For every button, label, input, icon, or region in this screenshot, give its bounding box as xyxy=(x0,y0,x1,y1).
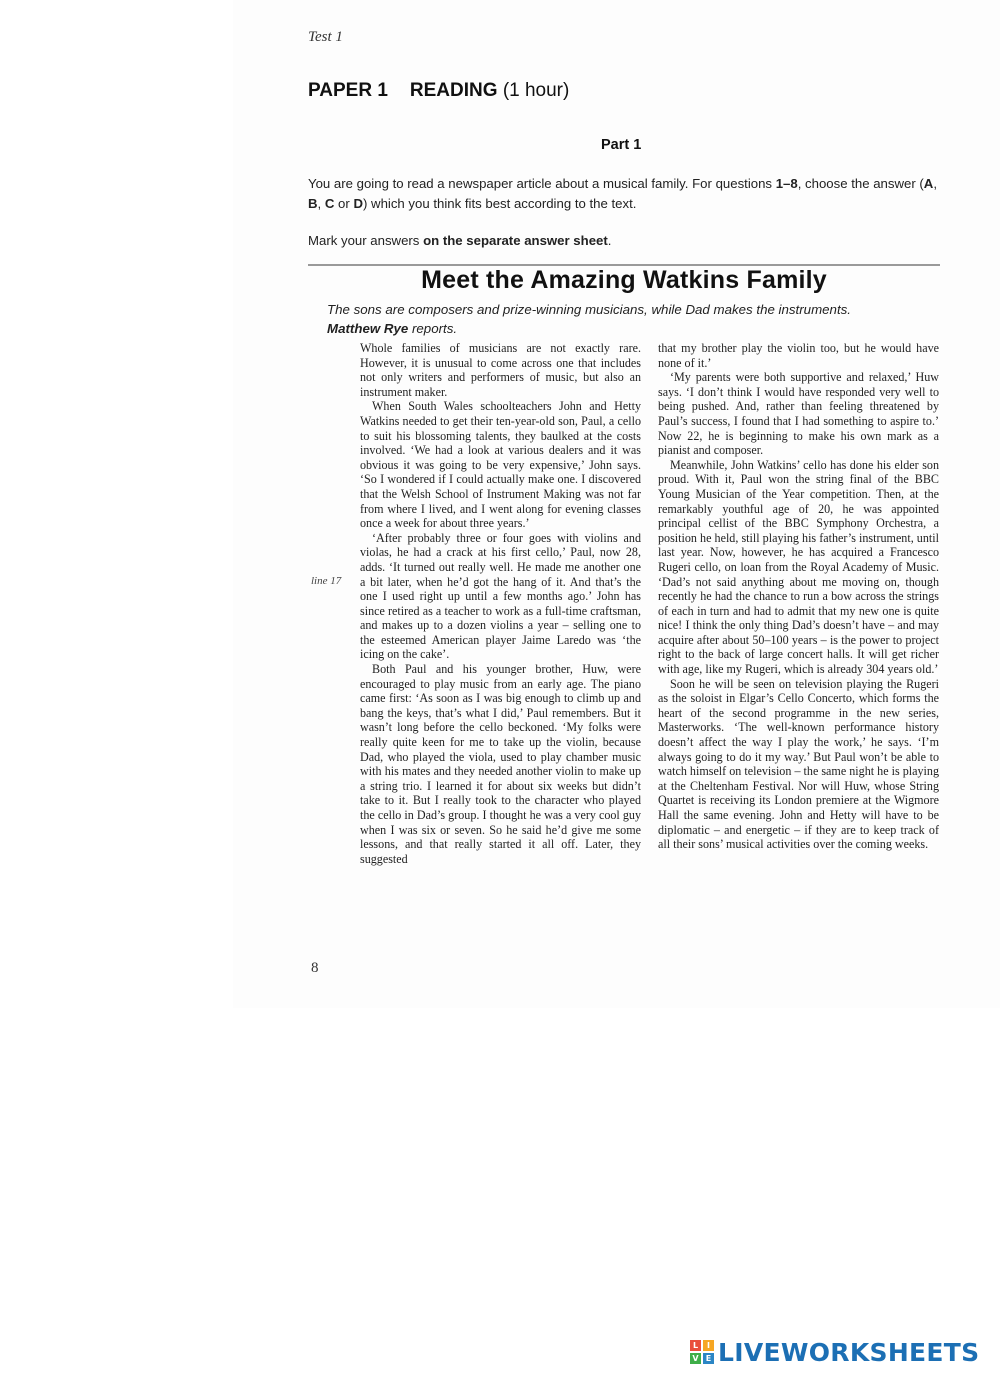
running-head: Test 1 xyxy=(308,29,343,45)
logo-mark-letter: I xyxy=(703,1340,714,1351)
standfirst-text: The sons are composers and prize-winning musicians, while Dad makes the instruments. xyxy=(327,302,851,317)
answer-sheet-instruction xyxy=(308,231,942,251)
line-marker: line 17 xyxy=(311,575,342,587)
logo-mark-letter: V xyxy=(690,1353,701,1364)
instruction-text: . xyxy=(607,233,612,248)
article-paragraph: When South Wales schoolteachers John and Hetty Watkins needed to get their ten-year-old son, Paul, a cello to suit his blossoming talents, they baulked at the costs involved. ‘We had a look at various dealers and it was obvious it was going to be very expensive,’ John says. ‘So I wondered if I could actually make one. I discovered that the Welsh School of Instrument Making was not far from where I lived, and I went along for evening classes once a week for about three years.’ xyxy=(360,399,641,531)
paper-label: PAPER 1 xyxy=(308,80,388,101)
option-a: A xyxy=(923,176,934,191)
article-paragraph: ‘My parents were both supportive and relaxed,’ Huw says. ‘I don’t think I would have responded very well to being pushed. And, rather than feeling threatened by Paul’s success, I found that I had something to aspire to.’ Now 22, he is beginning to make his own mark as a pianist and composer. xyxy=(658,370,939,458)
byline-suffix: reports. xyxy=(408,321,458,336)
option-b: B xyxy=(308,195,318,211)
article-paragraph: Both Paul and his younger brother, Huw, were encouraged to play music from an early age. The piano came first: ‘As soon as I was big enough to climb up and bang the keys, that’s what I did,’ Paul remembers. But it wasn’t long before the cello beckoned. ‘My folks were really quite keen for me to take up the violin, because Dad, who played the viola, used to play chamber music with his mates and they needed another violin to make up a string trio. I learned it for about six weeks but didn’t take to it. But I really took to the character who played the cello in Dad’s group. I thought he was a very cool guy when I was six or seven. So he said he’d give me some lessons, and that really started it all off. Later, they suggested xyxy=(360,662,641,866)
article-column-left xyxy=(360,341,641,866)
instruction-text: ) which you think fits best according to the text. xyxy=(362,195,637,211)
instruction-text: , choose the answer ( xyxy=(797,176,924,191)
liveworksheets-logo-icon xyxy=(690,1340,714,1364)
answer-sheet-emphasis: on the separate answer sheet xyxy=(423,233,608,248)
task-instructions xyxy=(308,174,942,213)
article-standfirst xyxy=(327,300,927,338)
article-headline: Meet the Amazing Watkins Family xyxy=(421,266,827,294)
part-heading: Part 1 xyxy=(601,137,642,153)
section-label: READING xyxy=(409,80,498,101)
liveworksheets-logo xyxy=(690,1337,979,1367)
duration: (1 hour) xyxy=(502,80,570,101)
option-d: D xyxy=(353,195,363,211)
article-paragraph: Whole families of musicians are not exactly rare. However, it is unusual to come across one that includes not only writers and performers of music, but also an instrument maker. xyxy=(360,341,641,399)
article-paragraph: that my brother play the violin too, but he would have none of it.’ xyxy=(658,341,939,370)
instruction-text: Mark your answers xyxy=(308,233,424,248)
separator: or xyxy=(334,195,354,211)
question-range: 1–8 xyxy=(775,176,798,191)
liveworksheets-wordmark: LIVEWORKSHEETS xyxy=(718,1337,980,1367)
separator: , xyxy=(317,195,325,211)
article-column-right xyxy=(658,341,939,852)
article-paragraph: ‘After probably three or four goes with violins and violas, he had a crack at his first cello,’ Paul, now 28, adds. ‘It turned out really well. He made me another one a bit later, when he’d got the hang of it. And that’s the one I used right up until a few months ago.’ John has since retired as a teacher to work as a full-time craftsman, and makes up to a dozen violins a year – selling one to the esteemed American player Jaime Laredo was ‘the icing on the cake’. xyxy=(360,530,641,662)
article-paragraph: Soon he will be seen on television playing the Rugeri as the soloist in Elgar’s Cello Concerto, which forms the heart of the second programme in the new series, Masterworks. ‘The well-known performance history doesn’t affect the way I play the work,’ he says. ‘I’m always going to do it my way.’ But Paul won’t be able to watch himself on television – the same night he is playing at the Cheltenham Festival. Nor will Huw, whose String Quartet is receiving its London premiere at the Wigmore Hall the same evening. John and Hetty will have to be diplomatic – and energetic – if they are to keep track of all their sons’ musical activities over the coming weeks. xyxy=(658,676,939,852)
separator: , xyxy=(933,176,937,191)
instruction-text: You are going to read a newspaper article about a musical family. For questions xyxy=(308,176,776,191)
page-number: 8 xyxy=(311,960,319,976)
logo-mark-letter: E xyxy=(703,1353,714,1364)
logo-mark-letter: L xyxy=(690,1340,701,1351)
article-paragraph: Meanwhile, John Watkins’ cello has done his elder son proud. With it, Paul won the string final of the BBC Young Musician of the Year competition. Then, at the remarkably youthful age of 20, he was appointed principal cellist of the BBC Symphony Orchestra, a position he held, still playing his father’s instrument, until last year. Now, however, he has acquired a Francesco Rugeri cello, on loan from the Royal Academy of Music. ‘Dad’s not said anything about me moving on, though recently he had the chance to run a bow across the strings of each in turn and had to admit that my new one is quite nice! I think the only thing Dad’s doesn’t have – and may acquire after about 50–100 years – is the power to project right to the back of large concert halls. It will get richer with age, like my Rugeri, which is already 304 years old.’ xyxy=(658,457,939,677)
option-c: C xyxy=(324,195,335,211)
article-author: Matthew Rye xyxy=(327,321,409,336)
paper-title xyxy=(308,80,569,102)
